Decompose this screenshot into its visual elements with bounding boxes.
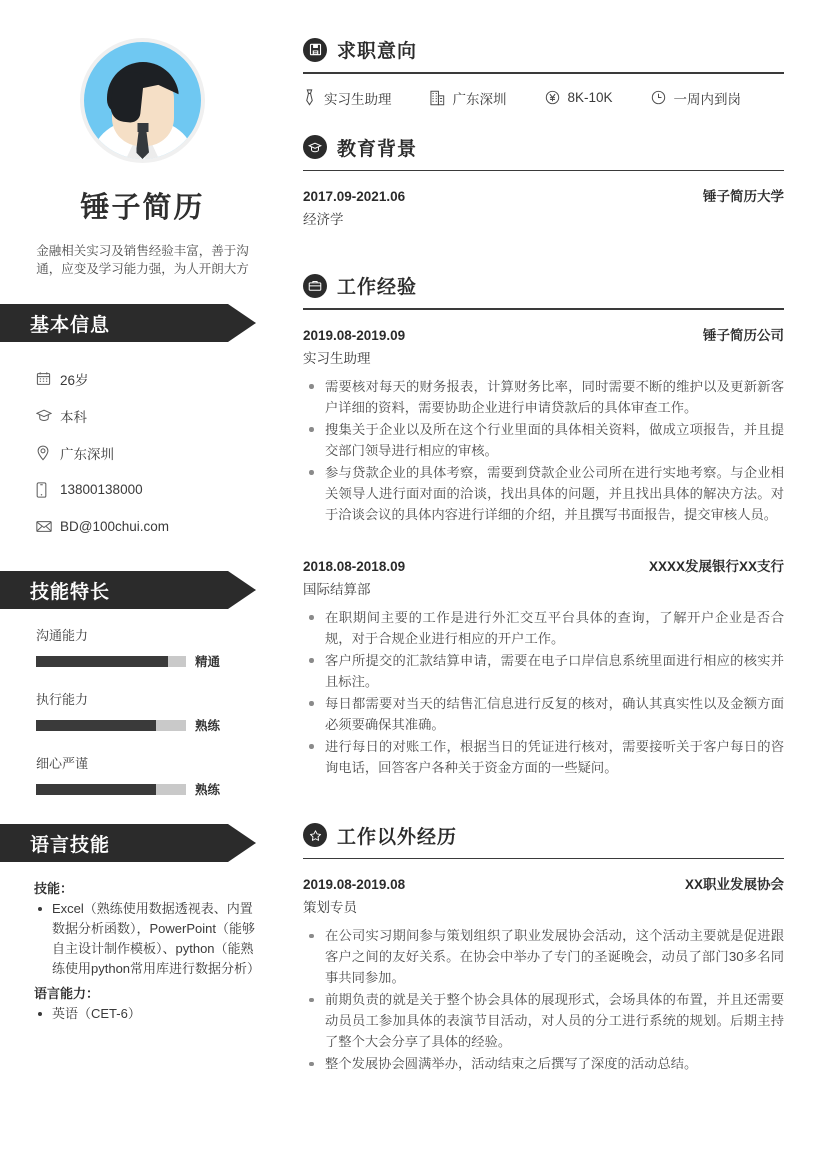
sidebar [0, 0, 285, 1160]
main-content [285, 0, 820, 1160]
job-intention-value: 一周内到岗 [673, 91, 742, 107]
list-item [36, 753, 251, 798]
profile-tagline: 金融相关实习及销售经验丰富，善于沟通，应变及学习能力强，为人开朗大方 [36, 244, 249, 276]
entry-role: 策划专员 [303, 900, 357, 915]
skill-label: 细心严谨 [36, 756, 89, 771]
basic-info-value: 13800138000 [60, 482, 143, 497]
list-item: 搜集关于企业以及所在这个行业里面的具体相关资料，做成立项报告，并且提交部门领导进行相应的审核。 [303, 419, 784, 461]
entry-date: 2017.09-2021.06 [303, 189, 406, 204]
section-divider [303, 72, 784, 74]
entry-role: 实习生助理 [303, 350, 371, 366]
job-intention-items [303, 88, 784, 108]
languages-title: 语言技能 [30, 834, 111, 856]
list-item: 进行每日的对账工作，根据当日的凭证进行核对，需要接听关于客户每日的咨询电话，回答客户各种关于资金方面的一些疑问。 [303, 736, 784, 778]
skill-level: 精通 [195, 655, 221, 669]
languages-list [0, 878, 285, 1024]
location-pin-icon [36, 445, 60, 461]
phone-icon [36, 482, 60, 498]
skill-progress-bar [36, 784, 186, 795]
basic-info-value: 广东深圳 [60, 446, 114, 462]
skill-label: 沟通能力 [36, 628, 89, 643]
entry-date: 2019.08-2019.08 [303, 877, 406, 892]
skills-list [0, 625, 285, 798]
profile-name: 锤子简历 [80, 192, 205, 224]
list-item [36, 397, 285, 434]
section-banner-skills [0, 571, 256, 609]
entry-organization: 锤子简历大学 [703, 189, 784, 204]
yen-icon [545, 90, 560, 105]
basic-info-value: BD@100chui.com [60, 519, 170, 534]
entry-role: 经济学 [303, 212, 344, 227]
list-item: 在公司实习期间参与策划组织了职业发展协会活动，这个活动主要就是促进跟客户之间的友好关系。在协会中举办了专门的圣诞晚会，动员了部门30多名同事共同参加。 [303, 925, 784, 988]
list-item: 英语（CET-6） [34, 1004, 261, 1024]
job-intention-value: 8K-10K [567, 90, 613, 105]
list-item: 前期负责的就是关于整个协会具体的展现形式，会场具体的布置，并且还需要动员员工参加具体的表演节目活动，对人员的分工进行系统的规划。后期主持了整个大会分享了具体的经验。 [303, 989, 784, 1052]
job-intention-value: 广东深圳 [452, 91, 507, 107]
entry-organization: XX职业发展协会 [684, 877, 784, 892]
star-icon [303, 823, 327, 847]
graduation-cap-icon [303, 135, 327, 159]
section-title: 工作经验 [337, 277, 418, 298]
building-icon [430, 90, 445, 106]
list-item: 整个发展协会圆满举办，活动结束之后撰写了深度的活动总结。 [303, 1053, 784, 1074]
education-entry [303, 185, 784, 228]
list-item: 在职期间主要的工作是进行外汇交互平台具体的查询，了解开户企业是否合规，对于合规企业进行相应的开户工作。 [303, 607, 784, 649]
list-item: 参与贷款企业的具体考察，需要到贷款企业公司所在进行实地考察。与企业相关领导人进行面对面的洽谈，找出具体的问题，并且找出具体的解决方法。对于洽谈会议的具体内容进行详细的介绍，并且撰写书面报告，提交审核人员。 [303, 462, 784, 525]
avatar-illustration [84, 42, 201, 159]
list-item: 每日都需要对当天的结售汇信息进行反复的核对，确认其真实性以及金额方面必须要确保其准确。 [303, 693, 784, 735]
section-education [303, 134, 784, 267]
skill-progress-bar [36, 656, 186, 667]
basic-info-list [0, 360, 285, 545]
list-item [430, 88, 507, 108]
section-divider [303, 170, 784, 172]
section-extra-experience [303, 822, 784, 1075]
skill-progress-bar [36, 720, 186, 731]
entry-organization: XXXX发展银行XX支行 [648, 558, 784, 574]
tie-icon [303, 89, 316, 106]
basic-info-title: 基本信息 [30, 314, 111, 336]
entry-date: 2018.08-2018.09 [303, 558, 406, 574]
list-item [36, 434, 285, 471]
section-title: 教育背景 [337, 138, 418, 160]
work-entry [303, 555, 784, 778]
list-item [36, 360, 285, 397]
section-divider [303, 308, 784, 310]
job-intention-value: 实习生助理 [324, 91, 392, 107]
section-divider [303, 858, 784, 860]
extra-entry [303, 873, 784, 1074]
document-icon [303, 38, 327, 62]
section-job-intention [303, 36, 784, 108]
list-item [36, 625, 251, 670]
list-item: 客户所提交的汇款结算申请，需要在电子口岸信息系统里面进行相应的核实并且标注。 [303, 650, 784, 692]
list-item: 需要核对每天的财务报表，计算财务比率，同时需要不断的维护以及更新新客户详细的资料，需要协助企业进行申请贷款后的具体审查工作。 [303, 376, 784, 418]
entry-bullets [303, 376, 784, 525]
section-title: 工作以外经历 [337, 826, 458, 848]
skill-label: 执行能力 [36, 692, 89, 707]
graduation-cap-icon [36, 408, 60, 423]
section-work-experience [303, 272, 784, 816]
briefcase-icon [303, 274, 327, 298]
entry-bullets [303, 607, 784, 778]
list-item [303, 88, 392, 108]
envelope-icon [36, 520, 60, 533]
entry-organization: 锤子简历公司 [703, 327, 784, 343]
list-item [36, 471, 285, 508]
entry-date: 2019.08-2019.09 [303, 327, 406, 343]
section-title: 求职意向 [337, 41, 418, 62]
basic-info-value: 26岁 [60, 372, 89, 388]
avatar [80, 38, 205, 163]
list-item [36, 508, 285, 545]
basic-info-value: 本科 [60, 409, 87, 425]
section-banner-languages [0, 824, 256, 862]
entry-role: 国际结算部 [303, 581, 371, 597]
skill-level: 熟练 [195, 783, 221, 797]
skills-title: 技能特长 [30, 581, 111, 603]
language-group-heading: 技能： [34, 881, 74, 896]
list-item [36, 689, 251, 734]
list-item [545, 90, 613, 105]
skill-level: 熟练 [195, 719, 221, 733]
section-banner-basic-info [0, 304, 256, 342]
calendar-icon [36, 371, 60, 386]
clock-icon [651, 90, 666, 105]
language-group-heading: 语言能力： [34, 986, 100, 1001]
list-item: Excel（熟练使用数据透视表、内置数据分析函数），PowerPoint（能够自主设计制作模板）、python（能熟练使用python常用库进行数据分析） [34, 899, 261, 979]
list-item [651, 88, 742, 108]
work-entry [303, 324, 784, 525]
entry-bullets [303, 925, 784, 1074]
